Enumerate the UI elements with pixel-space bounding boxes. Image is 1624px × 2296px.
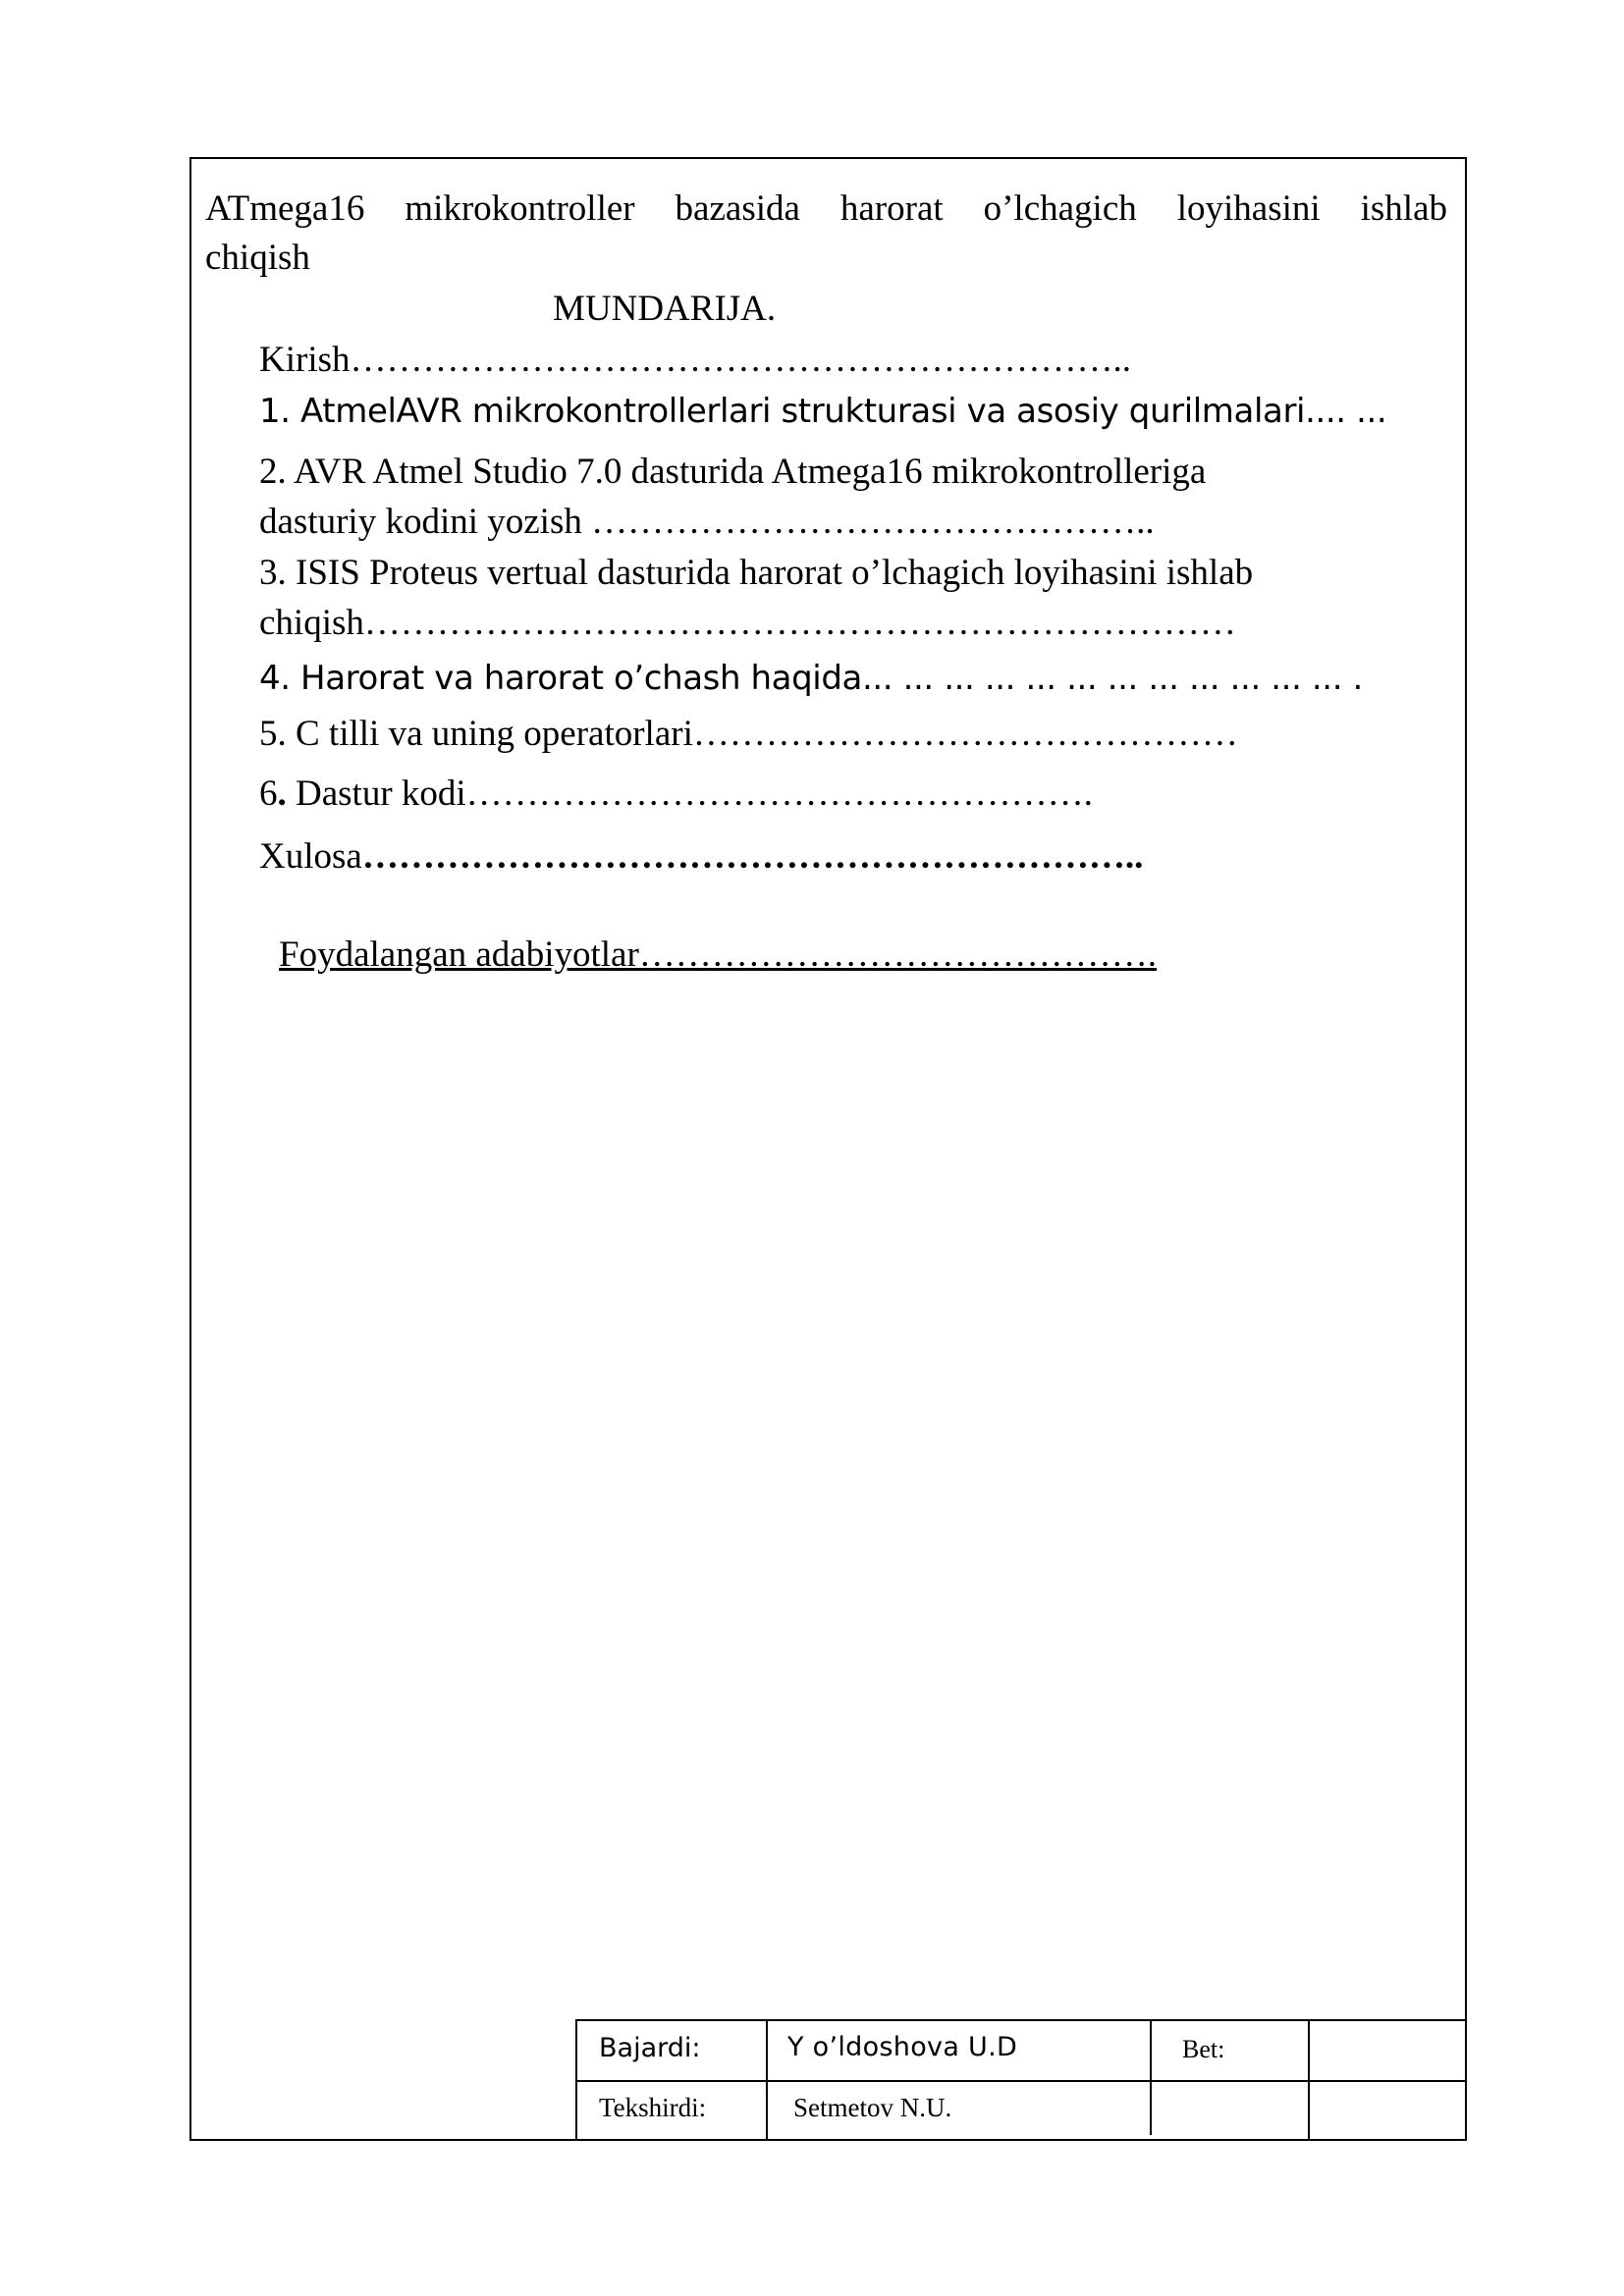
toc-item-6-number: 6	[259, 774, 278, 814]
document-title-line-2: chiqish	[205, 238, 310, 278]
toc-item-xulosa-dots: ………………………………………………………..	[361, 836, 1144, 877]
stamp-col-divider-2	[1150, 2021, 1152, 2135]
toc-item-adabiyotlar: Foydalangan adabiyotlar…………………………………….	[279, 934, 1158, 975]
stamp-tekshirdi-value: Setmetov N.U.	[793, 2093, 952, 2122]
document-title-line-1: ATmega16 mikrokontroller bazasida harorat o’lchagich loyihasini ishlab	[205, 188, 1447, 229]
toc-item-5: 5. C tilli va uning operatorlari………………………………………	[259, 714, 1238, 754]
stamp-bajardi-label: Bajardi:	[599, 2033, 701, 2063]
toc-heading: MUNDARIJA.	[553, 289, 777, 329]
stamp-tekshirdi-label: Tekshirdi:	[599, 2093, 707, 2122]
toc-item-3-continuation: chiqish………………………………………………………………	[259, 603, 1236, 643]
toc-item-xulosa-text: Xulosa	[259, 836, 362, 877]
toc-item-kirish: Kirish………………………………………………………..	[259, 340, 1131, 380]
toc-item-2-continuation: dasturiy kodini yozish ………………………………………..	[259, 502, 1155, 542]
stamp-row-divider	[577, 2080, 1467, 2082]
toc-item-1: 1. AtmelAVR mikrokontrollerlari strukturasi va asosiy qurilmalari.... ...	[259, 392, 1387, 431]
toc-item-3: 3. ISIS Proteus vertual dasturida harorat o’lchagich loyihasini ishlab	[259, 553, 1254, 593]
toc-item-6	[259, 770, 1093, 819]
toc-item-xulosa	[259, 832, 1143, 881]
stamp-bajardi-value: Y o’ldoshova U.D	[787, 2032, 1018, 2062]
stamp-col-divider-3	[1308, 2021, 1310, 2141]
toc-item-4: 4. Harorat va harorat o’chash haqida... ... ... ... ... ... ... ... ... ... ... ... .	[259, 659, 1363, 698]
toc-item-6-separator: .	[277, 774, 287, 814]
title-block-stamp	[575, 2019, 1467, 2141]
toc-item-2: 2. AVR Atmel Studio 7.0 dasturida Atmega16 mikrokontrolleriga	[259, 452, 1207, 492]
toc-item-6-text: Dastur kodi…………………………………………….	[286, 774, 1093, 814]
stamp-col-divider-1	[766, 2021, 768, 2141]
stamp-bet-label: Bet:	[1182, 2035, 1225, 2063]
